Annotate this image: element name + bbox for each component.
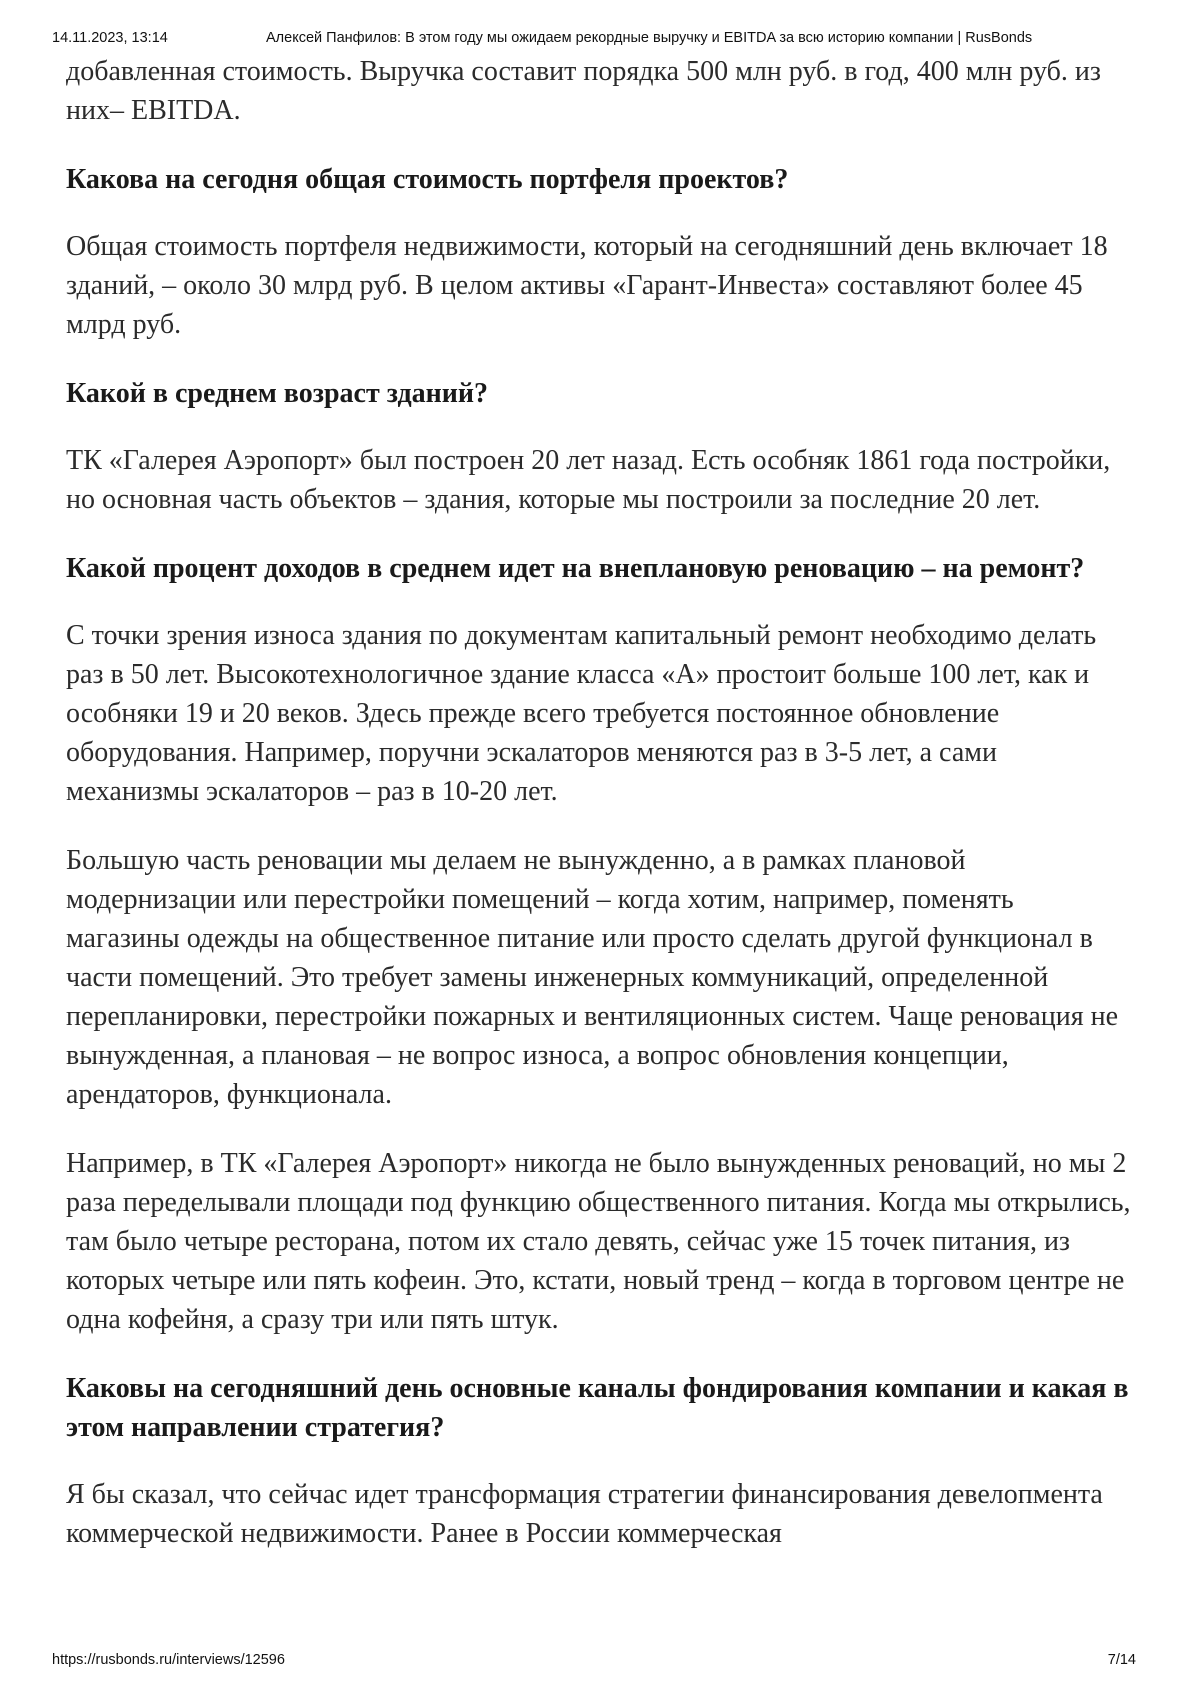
- paragraph: Например, в ТК «Галерея Аэропорт» никогда не было вынужденных реноваций, но мы 2 раза переделывали площади под функцию общественного питания. Когда мы открылись, там было четыре ресторана, потом их стало девять, сейчас уже 15 точек питания, из которых четыре или пять кофеин. Это, кстати, новый тренд – когда в торговом центре не одна кофейня, а сразу три или пять штук.: [66, 1148, 1131, 1335]
- print-page-title: Алексей Панфилов: В этом году мы ожидаем рекордные выручку и EBITDA за всю историю компании | RusBonds: [266, 30, 1033, 46]
- article-body: [66, 52, 1134, 1583]
- paragraph: Общая стоимость портфеля недвижимости, который на сегодняшний день включает 18 зданий, – около 30 млрд руб. В целом активы «Гарант-Инвеста» составляют более 45 млрд руб.: [66, 231, 1108, 340]
- interview-question: Какой процент доходов в среднем идет на внеплановую реновацию – на ремонт?: [66, 553, 1085, 584]
- paragraph: Я бы сказал, что сейчас идет трансформация стратегии финансирования девелопмента коммерческой недвижимости. Ранее в России коммерческая: [66, 1479, 1103, 1549]
- print-datetime: 14.11.2023, 13:14: [52, 30, 168, 46]
- paragraph: ТК «Галерея Аэропорт» был построен 20 лет назад. Есть особняк 1861 года постройки, но основная часть объектов – здания, которые мы построили за последние 20 лет.: [66, 445, 1111, 515]
- page-url: https://rusbonds.ru/interviews/12596: [52, 1652, 285, 1668]
- print-footer: [52, 1652, 1138, 1672]
- print-header: [52, 30, 1138, 50]
- paragraph: С точки зрения износа здания по документам капитальный ремонт необходимо делать раз в 50 лет. Высокотехнологичное здание класса «А» простоит больше 100 лет, как и особняки 19 и 20 веков. Здесь прежде всего требуется постоянное обновление оборудования. Например, поручни эскалаторов меняются раз в 3-5 лет, а сами механизмы эскалаторов – раз в 10-20 лет.: [66, 620, 1097, 807]
- interview-question: Каковы на сегодняшний день основные каналы фондирования компании и какая в этом направлении стратегия?: [66, 1373, 1129, 1443]
- paragraph: добавленная стоимость. Выручка составит порядка 500 млн руб. в год, 400 млн руб. из них– EBITDA.: [66, 56, 1101, 126]
- interview-question: Какой в среднем возраст зданий?: [66, 378, 489, 409]
- page-number: 7/14: [1107, 1652, 1136, 1668]
- interview-question: Какова на сегодня общая стоимость портфеля проектов?: [66, 164, 789, 195]
- paragraph: Бoльшую часть реновации мы делаем не вынужденно, а в рамках плановой модернизации или перестройки помещений – когда хотим, например, поменять магазины одежды на общественное питание или просто сделать другой функционал в части помещений. Это требует замены инженерных коммуникаций, определенной перепланировки, перестройки пожарных и вентиляционных систем. Чаще реновация не вынужденная, а плановая – не вопрос износа, а вопрос обновления концепции, арендаторов, функционала.: [66, 845, 1119, 1110]
